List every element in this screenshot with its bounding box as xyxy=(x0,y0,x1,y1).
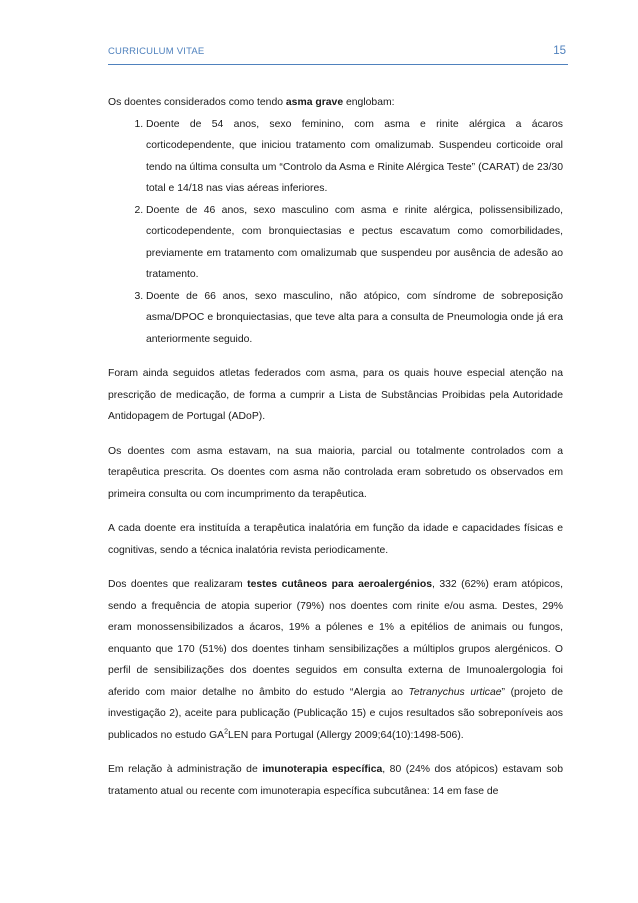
case-item: 1. Doente de 54 anos, sexo feminino, com asma e rinite alérgica a ácaros corticodependente, que iniciou tratamento com omalizumab. Suspendeu corticoide oral tendo na última consulta um “Controlo da Asma e Rinite Alérgica Teste” (CARAT) de 23/30 total e 14/18 nas vias aéreas inferiores. xyxy=(146,114,563,200)
header-title: CURRICULUM VITAE xyxy=(108,46,205,57)
immuno-text: Em relação à administração de xyxy=(108,764,263,775)
case-item: 2. Doente de 46 anos, sexo masculino com asma e rinite alérgica, polissensibilizado, corticodependente, com bronquiectasias e pectus escavatum como comorbilidades, previamente em tratamento com omalizumab que suspendeu por ausência de adesão ao tratamento. xyxy=(146,200,563,286)
control-paragraph: Os doentes com asma estavam, na sua maioria, parcial ou totalmente controlados com a terapêutica prescrita. Os doentes com asma não controlada eram sobretudo os observados em primeira consulta ou com incumprimento da terapêutica. xyxy=(108,445,563,500)
skin-text: ” (projeto de investigação 2), aceite para publicação (Publicação 15) e cujos resultados são sobreponíveis aos publicados no estudo GA xyxy=(108,686,563,741)
intro-text: Os doentes considerados como tendo xyxy=(108,97,286,108)
severe-asthma-intro xyxy=(108,92,563,114)
skin-tests-paragraph xyxy=(108,574,563,746)
case-list xyxy=(108,114,563,351)
immuno-text: , 80 (24% dos atópicos) estavam sob tratamento atual ou recente com imunoterapia específica subcutânea: 14 em fase de xyxy=(108,764,563,797)
intro-text-end: englobam: xyxy=(343,97,395,108)
inhaled-therapy-paragraph: A cada doente era instituída a terapêutica inalatória em função da idade e capacidades físicas e cognitivas, sendo a técnica inalatória revista periodicamente. xyxy=(108,523,563,556)
immunotherapy-paragraph xyxy=(108,759,563,802)
athletes-paragraph: Foram ainda seguidos atletas federados com asma, para os quais houve especial atenção na prescrição de medicação, de forma a cumprir a Lista de Substâncias Proibidas pela Autoridade Antidopagem de Portugal (ADoP). xyxy=(108,368,563,422)
page-header xyxy=(108,44,568,65)
skin-italic: Tetranychus urticae xyxy=(408,686,502,698)
document-body xyxy=(108,92,563,815)
case-item: 3. Doente de 66 anos, sexo masculino, não atópico, com síndrome de sobreposição asma/DPOC e bronquiectasias, que teve alta para a consulta de Pneumologia onde já era anteriormente seguido. xyxy=(146,286,563,351)
skin-superscript: 2 xyxy=(224,728,229,736)
skin-text: Dos doentes que realizaram xyxy=(108,579,248,590)
immuno-bold: imunoterapia específica xyxy=(262,764,383,775)
intro-bold: asma grave xyxy=(285,97,344,108)
skin-text: LEN para Portugal (Allergy 2009;64(10):1498-506). xyxy=(228,729,464,741)
skin-bold: testes cutâneos para aeroalergénios xyxy=(247,579,432,590)
skin-text: , 332 (62%) eram atópicos, sendo a frequência de atopia superior (79%) nos doentes com rinite e/ou asma. Destes, 29% eram monossensibilizados a ácaros, 19% a pólenes e 1% a epitélios de animais ou fungos, enquanto que 170 (51%) dos doentes tinham sensibilizações a múltiplos grupos alergénicos. O perfil de sensibilizações dos doentes seguidos em consulta externa de Imunoalergologia foi aferido com maior detalhe no âmbito do estudo “Alergia ao xyxy=(108,579,564,698)
page-number: 15 xyxy=(553,45,566,57)
